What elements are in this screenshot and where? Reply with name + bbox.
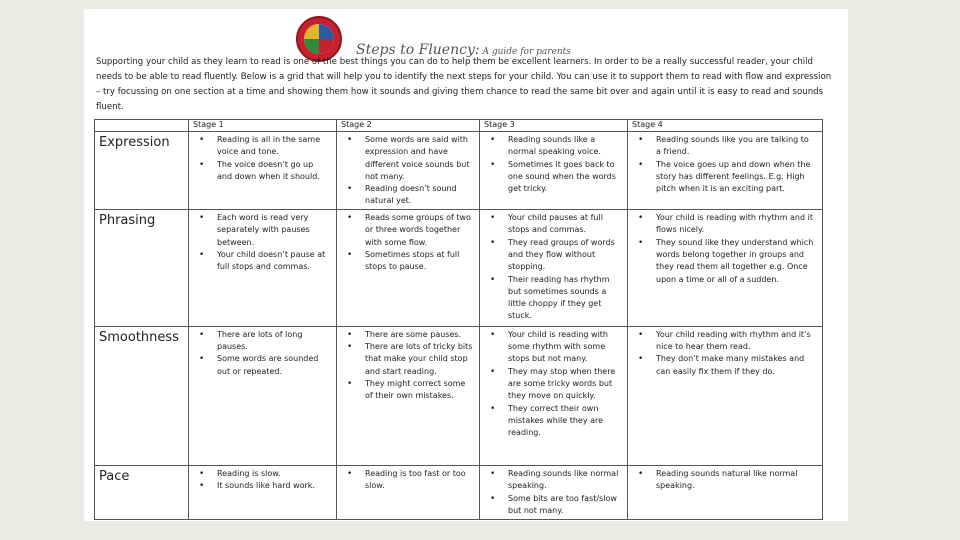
- bullet-item: • Your child doesn’t pause at full stops and commas.: [197, 249, 330, 274]
- bullet-item: • Your child is reading with some rhythm with some stops but not many.: [488, 329, 621, 366]
- bullet-item: • Your child reading with rhythm and it’s nice to hear them read.: [636, 329, 816, 354]
- bullet-item: • Some words are sounded out or repeated.: [197, 353, 330, 378]
- bullet-list: [337, 327, 479, 403]
- grid-cell: [480, 326, 628, 465]
- grid-cell: [480, 132, 628, 210]
- bullet-item: • They might correct some of their own mistakes.: [345, 378, 473, 403]
- title-subtitle: A guide for parents: [479, 47, 571, 57]
- bullet-item: • They don’t make many mistakes and can easily fix them if they do.: [636, 353, 816, 378]
- title-main: Steps to Fluency:: [356, 42, 480, 58]
- bullet-item: • Reading is all in the same voice and tone.: [197, 134, 330, 159]
- grid-cell: [337, 210, 480, 327]
- header-blank-cell: [95, 120, 189, 132]
- bullet-item: • They read groups of words and they flow without stopping.: [488, 237, 621, 274]
- bullet-list: [189, 327, 336, 378]
- bullet-item: • Sometimes it goes back to one sound when the words get tricky.: [488, 159, 621, 196]
- bullet-list: [480, 210, 627, 323]
- grid-cell: [337, 326, 480, 465]
- grid-cell: [628, 132, 823, 210]
- stage-header: Stage 1: [189, 120, 337, 132]
- bullet-item: • The voice goes up and down when the story has different feelings. E.g. High pitch when it is an exciting part.: [636, 159, 816, 196]
- grid-cell: [189, 466, 337, 520]
- bullet-item: • There are lots of tricky bits that make your child stop and start reading.: [345, 341, 473, 378]
- bullet-item: • Reading sounds like you are talking to a friend.: [636, 134, 816, 159]
- bullet-list: [480, 132, 627, 195]
- bullet-item: • They sound like they understand which words belong together in groups and they read them all together e.g. Once upon a time or all of a sudden.: [636, 237, 816, 286]
- bullet-list: [189, 210, 336, 273]
- fluency-grid: [94, 119, 823, 520]
- bullet-list: [628, 466, 822, 493]
- bullet-list: [337, 132, 479, 208]
- bullet-item: • Each word is read very separately with pauses between.: [197, 212, 330, 249]
- bullet-list: [480, 466, 627, 517]
- grid-cell: [189, 132, 337, 210]
- grid-cell: [189, 326, 337, 465]
- table-row: [95, 210, 823, 327]
- bullet-item: • Reads some groups of two or three words together with some flow.: [345, 212, 473, 249]
- bullet-item: • Their reading has rhythm but sometimes sounds a little choppy if they get stuck.: [488, 274, 621, 323]
- bullet-list: [628, 327, 822, 378]
- grid-cell: [628, 466, 823, 520]
- bullet-list: [189, 466, 336, 493]
- stage-header: Stage 2: [337, 120, 480, 132]
- bullet-item: • There are some pauses.: [345, 329, 473, 341]
- bullet-item: • Reading sounds natural like normal speaking.: [636, 468, 816, 493]
- bullet-item: • The voice doesn’t go up and down when it should.: [197, 159, 330, 184]
- grid-cell: [337, 466, 480, 520]
- bullet-list: [480, 327, 627, 440]
- bullet-item: • Reading doesn’t sound natural yet.: [345, 183, 473, 208]
- bullet-item: • Reading is too fast or too slow.: [345, 468, 473, 493]
- bullet-list: [628, 132, 822, 195]
- table-row: [95, 132, 823, 210]
- table-row: [95, 466, 823, 520]
- row-label: Expression: [95, 132, 189, 210]
- row-label: Phrasing: [95, 210, 189, 327]
- stage-header: Stage 4: [628, 120, 823, 132]
- grid-cell: [189, 210, 337, 327]
- bullet-list: [189, 132, 336, 183]
- stage-header-row: [95, 120, 823, 132]
- bullet-item: • There are lots of long pauses.: [197, 329, 330, 354]
- bullet-item: • Your child pauses at full stops and commas.: [488, 212, 621, 237]
- grid-cell: [337, 132, 480, 210]
- bullet-item: • They correct their own mistakes while they are reading.: [488, 403, 621, 440]
- grid-cell: [628, 210, 823, 327]
- grid-cell: [480, 210, 628, 327]
- grid-cell: [628, 326, 823, 465]
- bullet-item: • They may stop when there are some tricky words but they move on quickly.: [488, 366, 621, 403]
- row-label: Smoothness: [95, 326, 189, 465]
- bullet-list: [628, 210, 822, 286]
- bullet-item: • Some words are said with expression and have different voice sounds but not many.: [345, 134, 473, 183]
- grid-cell: [480, 466, 628, 520]
- stage-header: Stage 3: [480, 120, 628, 132]
- bullet-item: • It sounds like hard work.: [197, 480, 330, 492]
- intro-paragraph: Supporting your child as they learn to read is one of the best things you can do to help them be excellent learners. In order to be a really successful reader, your child needs to be able to read fluently. Below is a grid that will help you to identify the next steps for your child. You can use it to support them to read with flow and expression – try focussing on one section at a time and showing them how it sounds and giving them chance to read the same bit over and again until it is easy to read and sounds fluent.: [96, 57, 832, 112]
- bullet-item: • Reading sounds like normal speaking.: [488, 468, 621, 493]
- bullet-item: • Reading sounds like a normal speaking voice.: [488, 134, 621, 159]
- table-row: [95, 326, 823, 465]
- bullet-item: • Some bits are too fast/slow but not many.: [488, 493, 621, 518]
- bullet-list: [337, 210, 479, 273]
- bullet-item: • Your child is reading with rhythm and it flows nicely.: [636, 212, 816, 237]
- bullet-item: • Reading is slow.: [197, 468, 330, 480]
- bullet-list: [337, 466, 479, 493]
- bullet-item: • Sometimes stops at full stops to pause.: [345, 249, 473, 274]
- document-page: [84, 9, 848, 521]
- row-label: Pace: [95, 466, 189, 520]
